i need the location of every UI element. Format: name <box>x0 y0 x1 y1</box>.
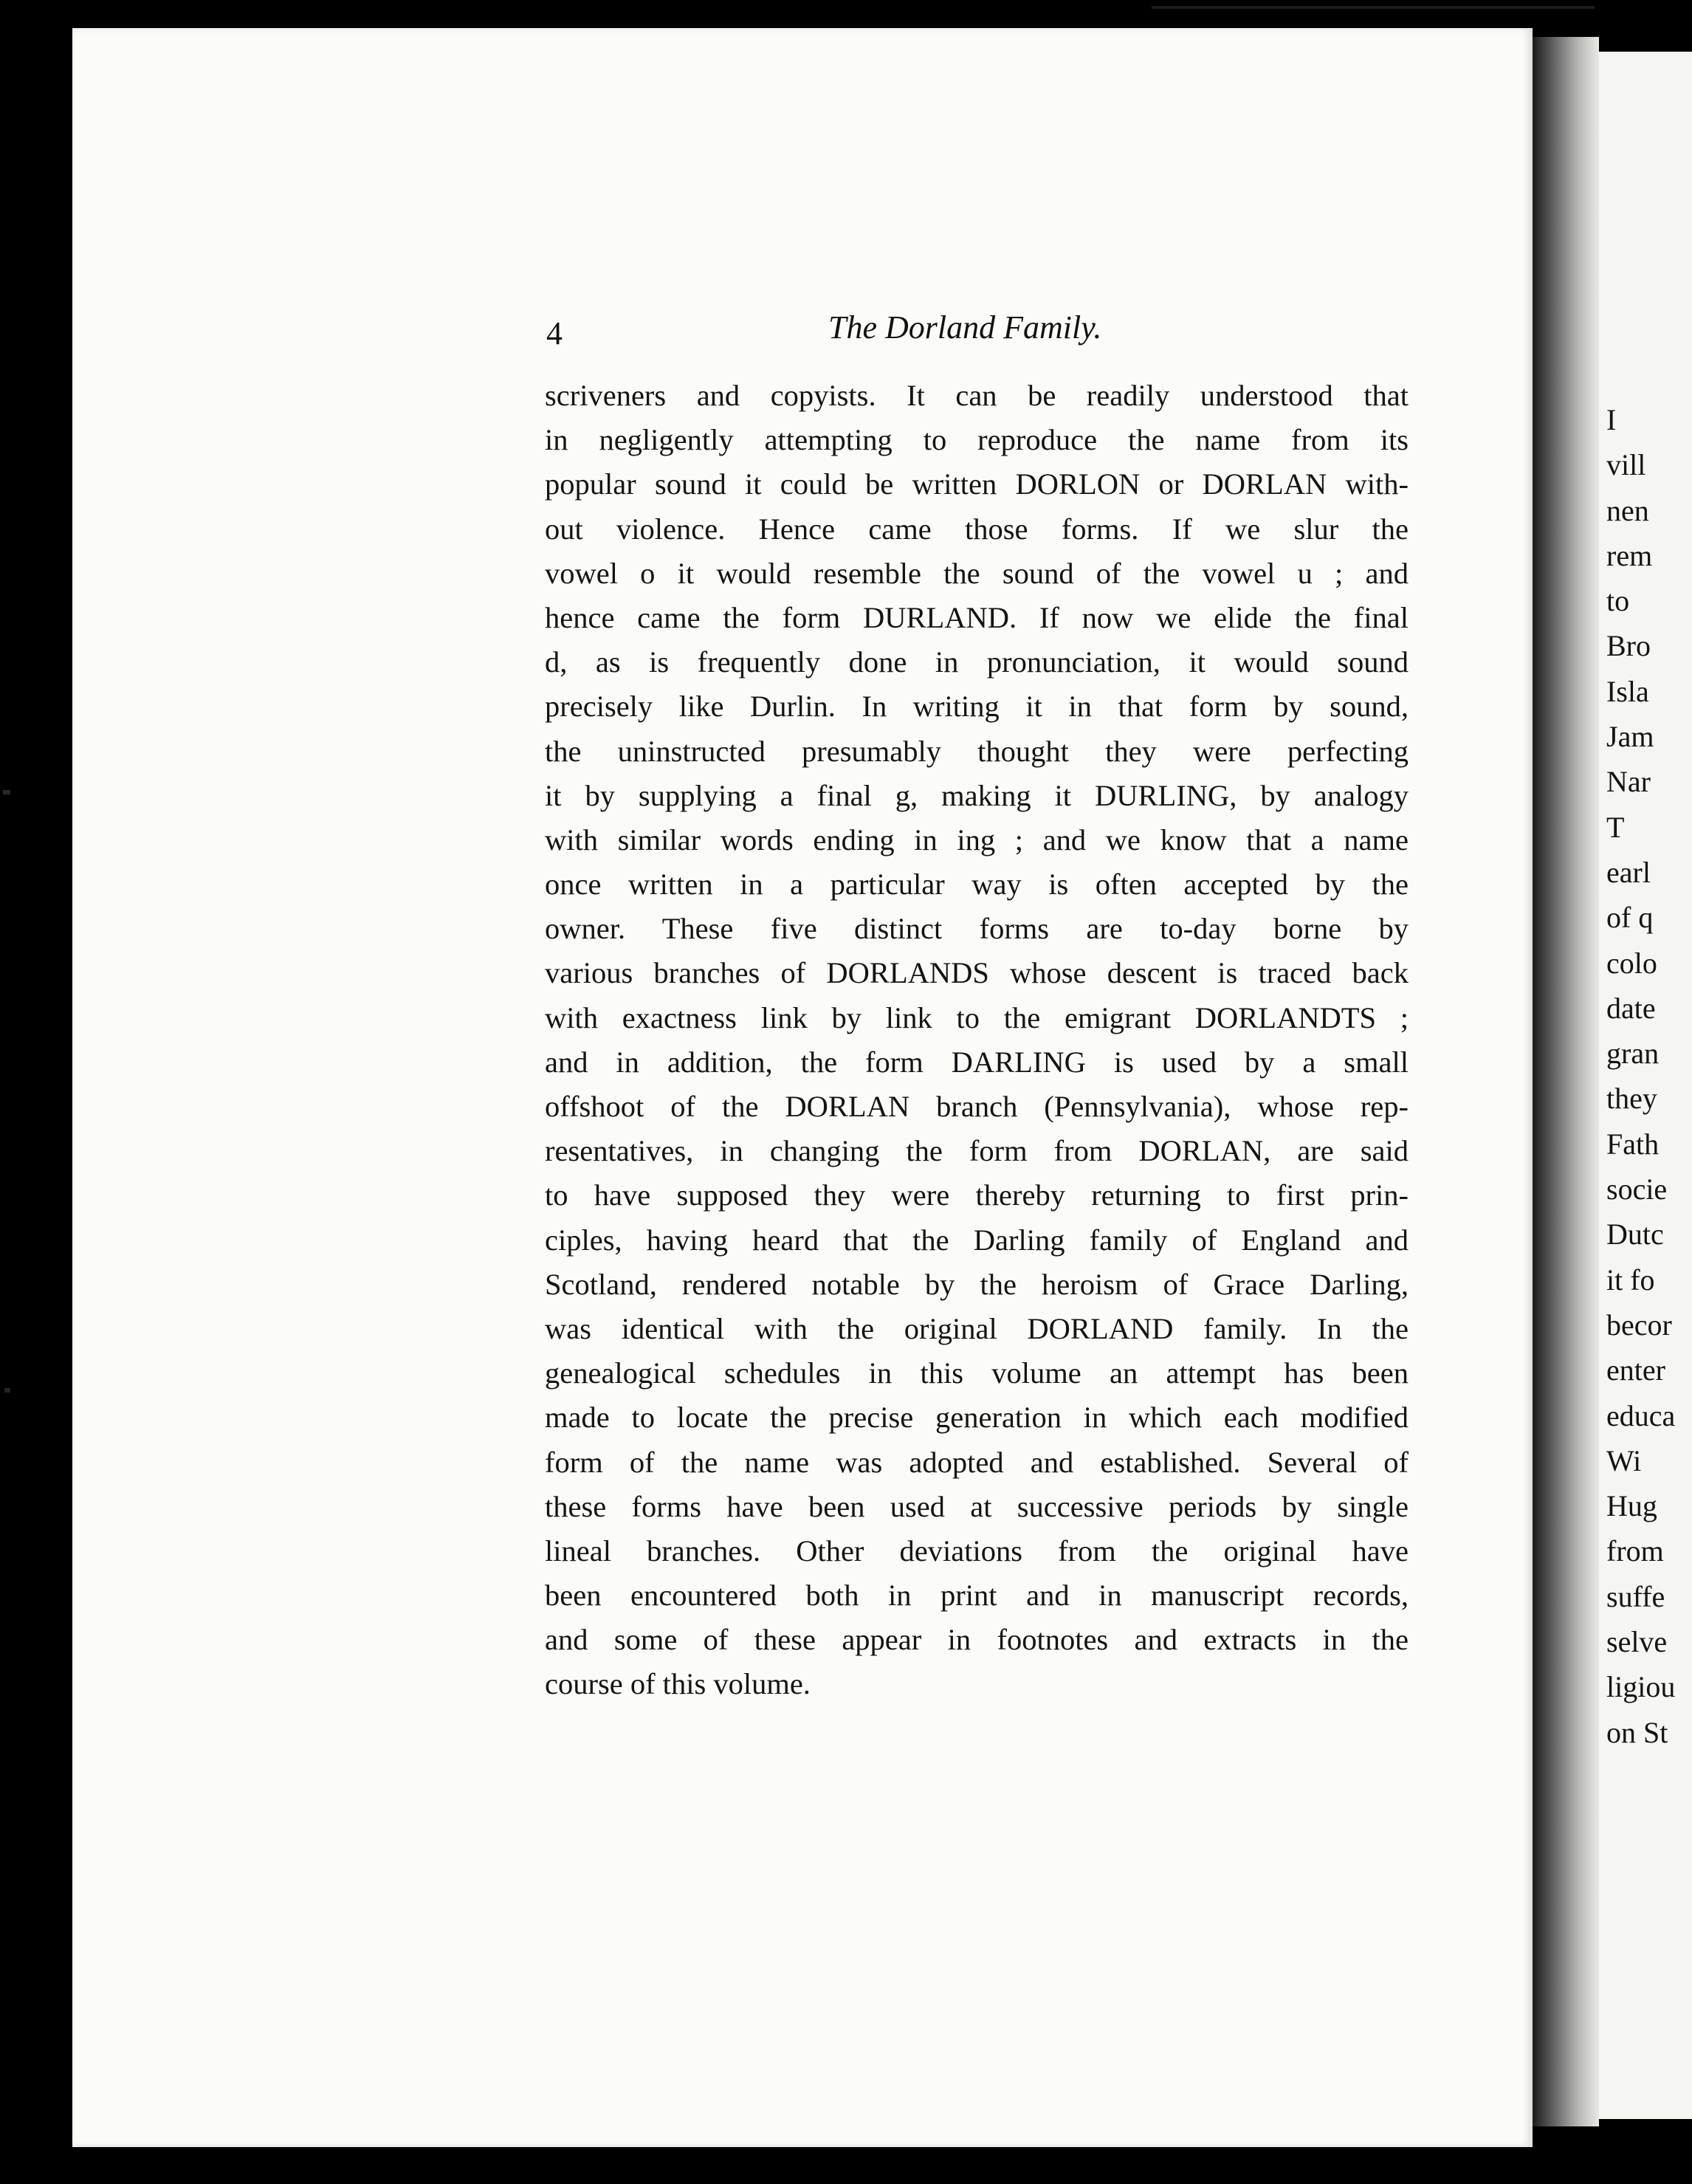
text-line: various branches of DORLANDS whose descent is traced back <box>545 956 1409 990</box>
facing-page-line: becor <box>1606 1308 1672 1342</box>
facing-page-line: I <box>1606 403 1617 436</box>
text-line: d, as is frequently done in pronunciation, it would sound <box>545 645 1409 679</box>
text-line: hence came the form DURLAND. If now we elide the final <box>545 600 1409 634</box>
text-line: with similar words ending in ing ; and we know that a name <box>545 823 1409 856</box>
facing-page-line: Isla <box>1606 674 1649 708</box>
scan-artifact-left <box>3 790 10 794</box>
facing-page-text <box>1606 397 1692 1755</box>
running-title: The Dorland Family. <box>828 309 1102 346</box>
text-line: once written in a particular way is often accepted by the <box>545 868 1409 902</box>
facing-page-line: T <box>1606 810 1625 844</box>
text-line: in negligently attempting to reproduce the name from its <box>545 423 1409 457</box>
text-line: scriveners and copyists. It can be readily understood that <box>545 379 1409 412</box>
facing-page-line: rem <box>1606 538 1653 572</box>
text-line: owner. These five distinct forms are to-day borne by <box>545 912 1409 946</box>
facing-page-line: Dutc <box>1606 1218 1664 1251</box>
text-line: course of this volume. <box>545 1667 811 1701</box>
facing-page-line: socie <box>1606 1172 1668 1206</box>
facing-page-line: of q <box>1606 901 1654 935</box>
text-line: vowel o it would resemble the sound of the vowel u ; and <box>545 556 1409 590</box>
facing-page-line: vill <box>1606 448 1646 482</box>
text-line: made to locate the precise generation in which each modified <box>545 1401 1409 1435</box>
facing-page-line: selve <box>1606 1625 1668 1659</box>
facing-page-line: Fath <box>1606 1127 1660 1161</box>
facing-page-line: colo <box>1606 946 1657 980</box>
facing-page-line: enter <box>1606 1353 1665 1387</box>
text-line: form of the name was adopted and established. Several of <box>545 1445 1409 1479</box>
text-line: Scotland, rendered notable by the heroism of Grace Darling, <box>545 1267 1409 1301</box>
text-line: genealogical schedules in this volume an attempt has been <box>545 1356 1409 1390</box>
facing-page-line: earl <box>1606 855 1651 889</box>
page-header <box>546 309 1417 360</box>
text-line: with exactness link by link to the emigrant DORLANDTS ; <box>545 1000 1409 1034</box>
text-line: popular sound it could be written DORLON or DORLAN with- <box>545 467 1409 501</box>
text-line: out violence. Hence came those forms. If we slur the <box>545 512 1409 546</box>
text-line: to have supposed they were thereby returning to first prin- <box>545 1178 1409 1212</box>
body-paragraph <box>545 374 1409 1707</box>
text-line: ciples, having heard that the Darling family of England and <box>545 1223 1409 1257</box>
text-line: and in addition, the form DARLING is used by a small <box>545 1045 1409 1079</box>
facing-page-line: on St <box>1606 1715 1668 1749</box>
book-gutter <box>1533 37 1599 2126</box>
text-line: the uninstructed presumably thought they were perfecting <box>545 734 1409 768</box>
text-line: precisely like Durlin. In writing it in that form by sound, <box>545 690 1409 724</box>
text-line: offshoot of the DORLAN branch (Pennsylvania), whose rep- <box>545 1090 1409 1123</box>
facing-page-edge <box>1599 52 1692 2119</box>
facing-page-line: they <box>1606 1082 1657 1116</box>
scan-artifact-left <box>4 1388 10 1393</box>
facing-page-line: Jam <box>1606 720 1654 754</box>
facing-page-line: Nar <box>1606 765 1651 799</box>
scan-artifact-top <box>1152 6 1595 9</box>
text-line: was identical with the original DORLAND family. In the <box>545 1311 1409 1345</box>
text-line: been encountered both in print and in manuscript records, <box>545 1579 1409 1613</box>
text-line: these forms have been used at successive periods by single <box>545 1489 1409 1523</box>
text-line: it by supplying a final g, making it DURLING, by analogy <box>545 778 1409 812</box>
facing-page-line: to <box>1606 584 1630 618</box>
facing-page-line: date <box>1606 991 1656 1025</box>
text-line: and some of these appear in footnotes and extracts in the <box>545 1623 1409 1657</box>
facing-page-line: nen <box>1606 493 1649 527</box>
facing-page-line: Wi <box>1606 1443 1642 1477</box>
facing-page-line: suffe <box>1606 1579 1665 1613</box>
facing-page-line: Hug <box>1606 1489 1657 1523</box>
facing-page-line: ligiou <box>1606 1670 1676 1704</box>
text-line: lineal branches. Other deviations from the original have <box>545 1534 1409 1567</box>
facing-page-line: from <box>1606 1534 1664 1568</box>
facing-page-line: it fo <box>1606 1263 1655 1297</box>
facing-page-line: gran <box>1606 1037 1660 1071</box>
facing-page-line: Bro <box>1606 629 1651 663</box>
page-number: 4 <box>546 315 563 351</box>
text-line: resentatives, in changing the form from DORLAN, are said <box>545 1134 1409 1168</box>
facing-page-line: educa <box>1606 1398 1676 1432</box>
